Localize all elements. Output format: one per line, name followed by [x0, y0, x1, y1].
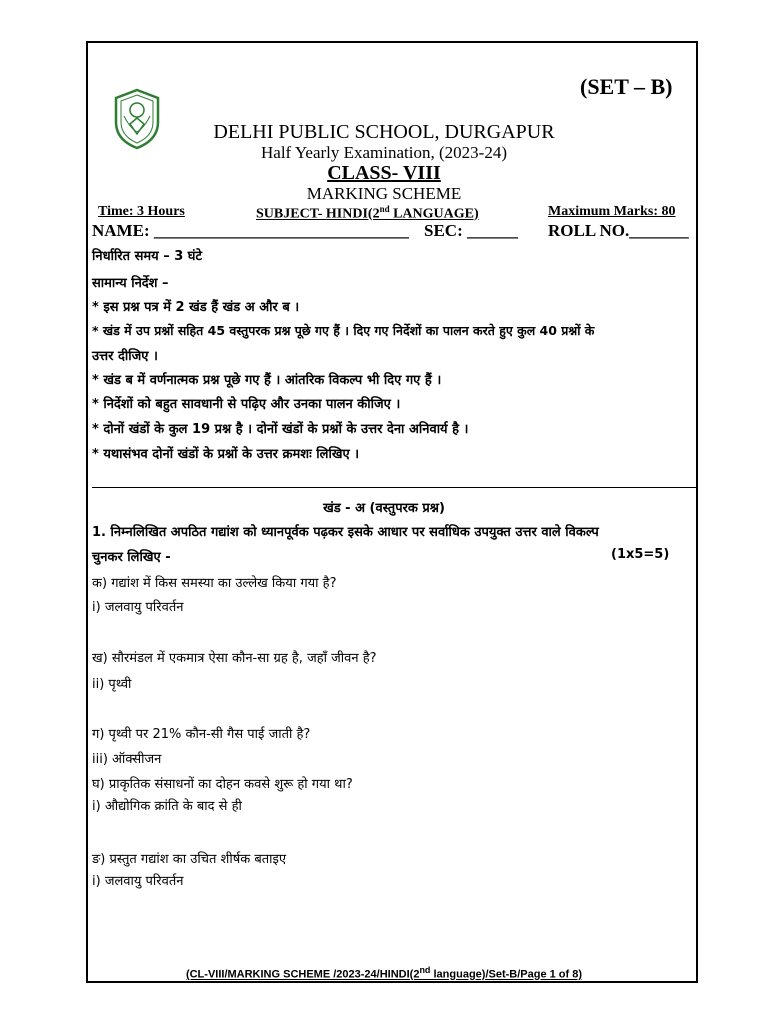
set-label: (SET – B) — [580, 74, 673, 99]
marking-scheme-title: MARKING SCHEME — [306, 184, 462, 203]
question-1-text-cont: चुनकर लिखिए - — [92, 550, 171, 565]
instruction-item: * निर्देशों को बहुत सावधानी से पढ़िए और उनका पालन कीजिए । — [92, 397, 401, 412]
page-footer: (CL-VIII/MARKING SCHEME /2023-24/HINDI(2nd language)/Set-B/Page 1 of 8) — [185, 965, 583, 981]
question-1-marks: (1x5=5) — [611, 547, 670, 562]
section-field: SEC: ______ — [424, 221, 518, 240]
instruction-item: * खंड में उप प्रश्नों सहित 45 वस्तुपरक प्रश्न पूछे गए हैं । दिए गए निर्देशों का पालन करते हुए कुल 40 प्रश्नों के — [92, 323, 595, 338]
name-field: NAME: ______________________________ — [92, 221, 409, 240]
sub-question: घ) प्राकृतिक संसाधनों का दोहन कवसे शुरू हो गया था? — [92, 777, 353, 792]
answer: i) जलवायु परिवर्तन — [92, 874, 184, 889]
time-allowed-hindi: निर्धारित समय – 3 घंटे — [92, 249, 203, 264]
sub-question: क) गद्यांश में किस समस्या का उल्लेख किया गया है? — [92, 576, 337, 591]
general-instructions-heading: सामान्य निर्देश – — [92, 276, 169, 291]
instruction-item: उत्तर दीजिए । — [92, 349, 158, 364]
answer: ii) पृथ्वी — [92, 677, 132, 692]
sub-question: ख) सौरमंडल में एकमात्र ऐसा कौन-सा ग्रह है, जहाँ जीवन है? — [92, 651, 377, 666]
instruction-item: * दोनों खंडों के कुल 19 प्रश्न है । दोनों खंडों के प्रश्नों के उत्तर देना अनिवार्य है । — [92, 422, 469, 437]
school-name: DELHI PUBLIC SCHOOL, DURGAPUR — [213, 121, 555, 143]
answer: iii) ऑक्सीजन — [92, 752, 162, 767]
instruction-item: * खंड ब में वर्णनात्मक प्रश्न पूछे गए हैं । आंतरिक विकल्प भी दिए गए हैं । — [92, 373, 442, 388]
exam-title: Half Yearly Examination, (2023-24) — [261, 143, 507, 162]
max-marks: Maximum Marks: 80 — [548, 204, 676, 219]
sub-question: ग) पृथ्वी पर 21% कौन-सी गैस पाई जाती है? — [92, 727, 311, 742]
instruction-item: * इस प्रश्न पत्र में 2 खंड हैं खंड अ और ब । — [92, 300, 300, 315]
section-divider — [92, 487, 698, 488]
class-title: CLASS- VIII — [327, 162, 441, 184]
subject-info: SUBJECT- HINDI(2nd LANGUAGE) — [256, 204, 479, 222]
answer: i) जलवायु परिवर्तन — [92, 600, 184, 615]
time-info: Time: 3 Hours — [98, 204, 185, 219]
instruction-item: * यथासंभव दोनों खंडों के प्रश्नों के उत्तर क्रमशः लिखिए । — [92, 447, 360, 462]
question-1-text: 1. निम्नलिखित अपठित गद्यांश को ध्यानपूर्वक पढ़कर इसके आधार पर सर्वाधिक उपयुक्त उत्तर वाले विकल्प — [92, 525, 599, 540]
section-title: खंड - अ (वस्तुपरक प्रश्न) — [323, 501, 445, 516]
roll-number-field: ROLL NO._______ — [548, 221, 689, 240]
sub-question: ङ) प्रस्तुत गद्यांश का उचित शीर्षक बताइए — [92, 852, 287, 867]
answer: i) औद्योगिक क्रांति के बाद से ही — [92, 799, 242, 814]
